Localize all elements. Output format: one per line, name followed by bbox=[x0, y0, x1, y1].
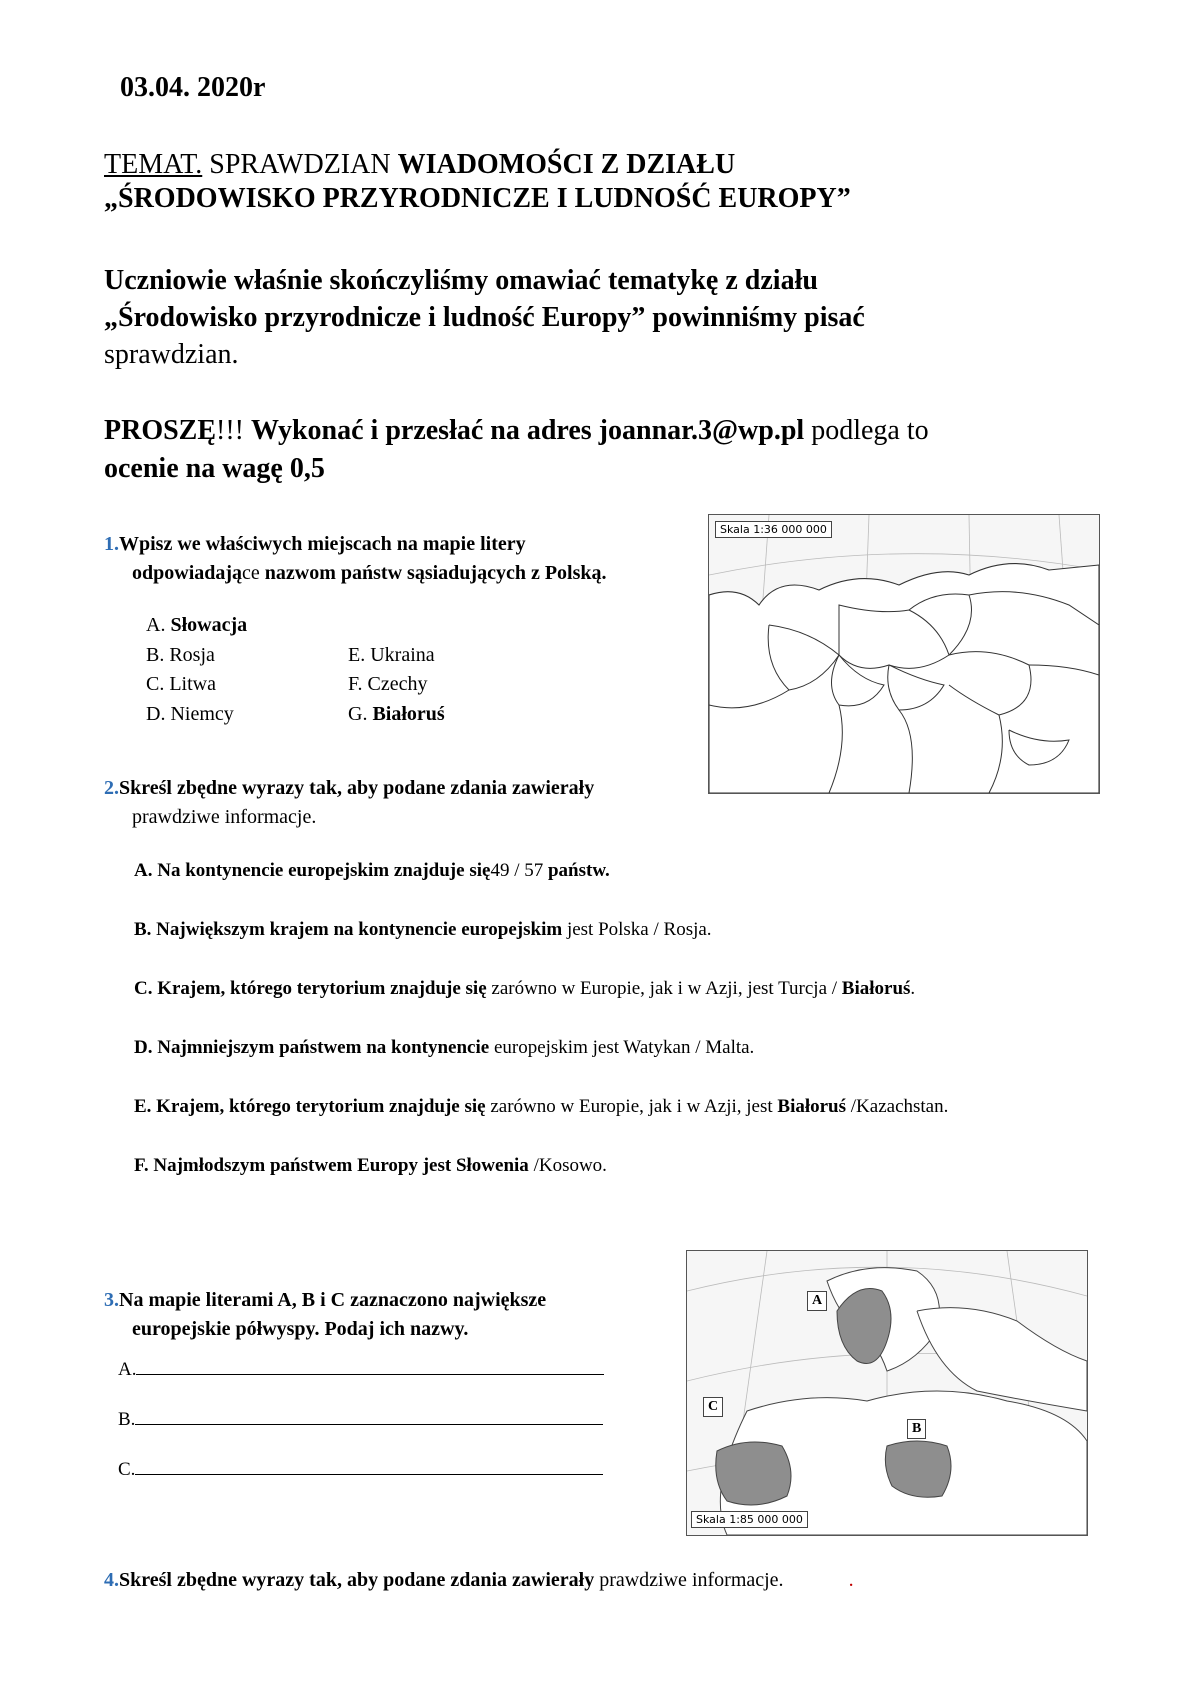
map-europe-drawing bbox=[687, 1251, 1087, 1535]
map2-label-a: A bbox=[807, 1291, 827, 1311]
map-central-europe-drawing bbox=[709, 515, 1099, 793]
date: 03.04. 2020r bbox=[120, 72, 266, 103]
q3-answer-c[interactable]: C. bbox=[118, 1456, 603, 1481]
q4-dot: . bbox=[848, 1569, 854, 1591]
q2-text1: Skreśl zbędne wyrazy tak, aby podane zdania zawierały bbox=[119, 777, 595, 799]
q4-text-bold: Skreśl zbędne wyrazy tak, aby podane zdania zawierały bbox=[119, 1569, 595, 1591]
q2-statement: F. Najmłodszym państwem Europy jest Słowenia /Kosowo. bbox=[134, 1155, 607, 1176]
q2-statement: C. Krajem, którego terytorium znajduje się zarówno w Europie, jak i w Azji, jest Turcja / Białoruś. bbox=[134, 978, 916, 999]
q1-option: F. Czechy bbox=[348, 673, 428, 695]
plea-normal1: !!! bbox=[216, 415, 252, 446]
region-balkan bbox=[885, 1441, 951, 1497]
q1-text2b: ce bbox=[242, 562, 265, 584]
plea-bold1: PROSZĘ bbox=[104, 415, 217, 446]
q1-option: A. Słowacja bbox=[146, 614, 248, 636]
topic-line2: „ŚRODOWISKO PRZYRODNICZE I LUDNOŚĆ EUROPY” bbox=[104, 183, 851, 214]
q2-number: 2. bbox=[104, 777, 119, 799]
topic-part1: SPRAWDZIAN bbox=[202, 149, 398, 180]
q1-text2c: nazwom państw sąsiadujących z Polską. bbox=[264, 562, 607, 584]
q1-option: G. Białoruś bbox=[348, 703, 445, 725]
q3-answer-a[interactable]: A. bbox=[118, 1356, 604, 1381]
q1-option: C. Litwa bbox=[146, 673, 216, 695]
q1-option: E. Ukraina bbox=[348, 644, 435, 666]
map2-label-c: C bbox=[703, 1397, 723, 1417]
question-4 bbox=[104, 1566, 1104, 1595]
intro-line1: Uczniowie właśnie skończyliśmy omawiać tematykę z działu bbox=[104, 265, 818, 296]
plea-normal2: podlega to bbox=[804, 415, 929, 446]
question-3 bbox=[104, 1286, 664, 1344]
q2-text2: prawdziwe informacje. bbox=[132, 806, 317, 828]
plea-bold2: Wykonać i przesłać na adres joannar.3@wp.pl bbox=[251, 415, 805, 446]
map1-scale: Skala 1:36 000 000 bbox=[715, 521, 832, 538]
map2-scale: Skala 1:85 000 000 bbox=[691, 1511, 808, 1528]
q2-statement: A. Na kontynencie europejskim znajduje się49 / 57 państw. bbox=[134, 860, 610, 881]
q1-text1: Wpisz we właściwych miejscach na mapie litery bbox=[119, 533, 526, 555]
region-iberian bbox=[716, 1442, 791, 1505]
map2-label-b: B bbox=[907, 1419, 926, 1439]
q1-option: B. Rosja bbox=[146, 644, 215, 666]
plea-paragraph bbox=[104, 412, 1144, 488]
q1-number: 1. bbox=[104, 533, 119, 555]
q1-option: D. Niemcy bbox=[146, 703, 234, 725]
plea-bold3: ocenie na wagę 0,5 bbox=[104, 453, 325, 484]
q3-text2: europejskie półwyspy. Podaj ich nazwy. bbox=[132, 1318, 469, 1340]
q3-number: 3. bbox=[104, 1289, 119, 1311]
q2-statement: E. Krajem, którego terytorium znajduje się zarówno w Europie, jak i w Azji, jest Białoruś /Kazachstan. bbox=[134, 1096, 949, 1117]
map-europe-peninsulas bbox=[686, 1250, 1088, 1536]
q4-number: 4. bbox=[104, 1569, 119, 1591]
topic-part2: WIADOMOŚCI Z DZIAŁU bbox=[397, 149, 736, 180]
topic-heading bbox=[104, 148, 1144, 216]
intro-line3: sprawdzian. bbox=[104, 339, 239, 370]
q3-text1: Na mapie literami A, B i C zaznaczono największe bbox=[119, 1289, 547, 1311]
q1-text2a: odpowiadają bbox=[132, 562, 243, 584]
q4-text-normal: prawdziwe informacje. bbox=[594, 1569, 784, 1591]
question-1 bbox=[104, 530, 664, 588]
intro-line2: „Środowisko przyrodnicze i ludność Europy” powinniśmy pisać bbox=[104, 302, 865, 333]
q2-statement: B. Największym krajem na kontynencie europejskim jest Polska / Rosja. bbox=[134, 919, 712, 940]
map-central-europe bbox=[708, 514, 1100, 794]
topic-label: TEMAT. bbox=[104, 149, 203, 180]
intro-paragraph bbox=[104, 262, 1144, 373]
q3-answer-b[interactable]: B. bbox=[118, 1406, 603, 1431]
question-2 bbox=[104, 774, 724, 832]
q2-statement: D. Najmniejszym państwem na kontynencie europejskim jest Watykan / Malta. bbox=[134, 1037, 755, 1058]
